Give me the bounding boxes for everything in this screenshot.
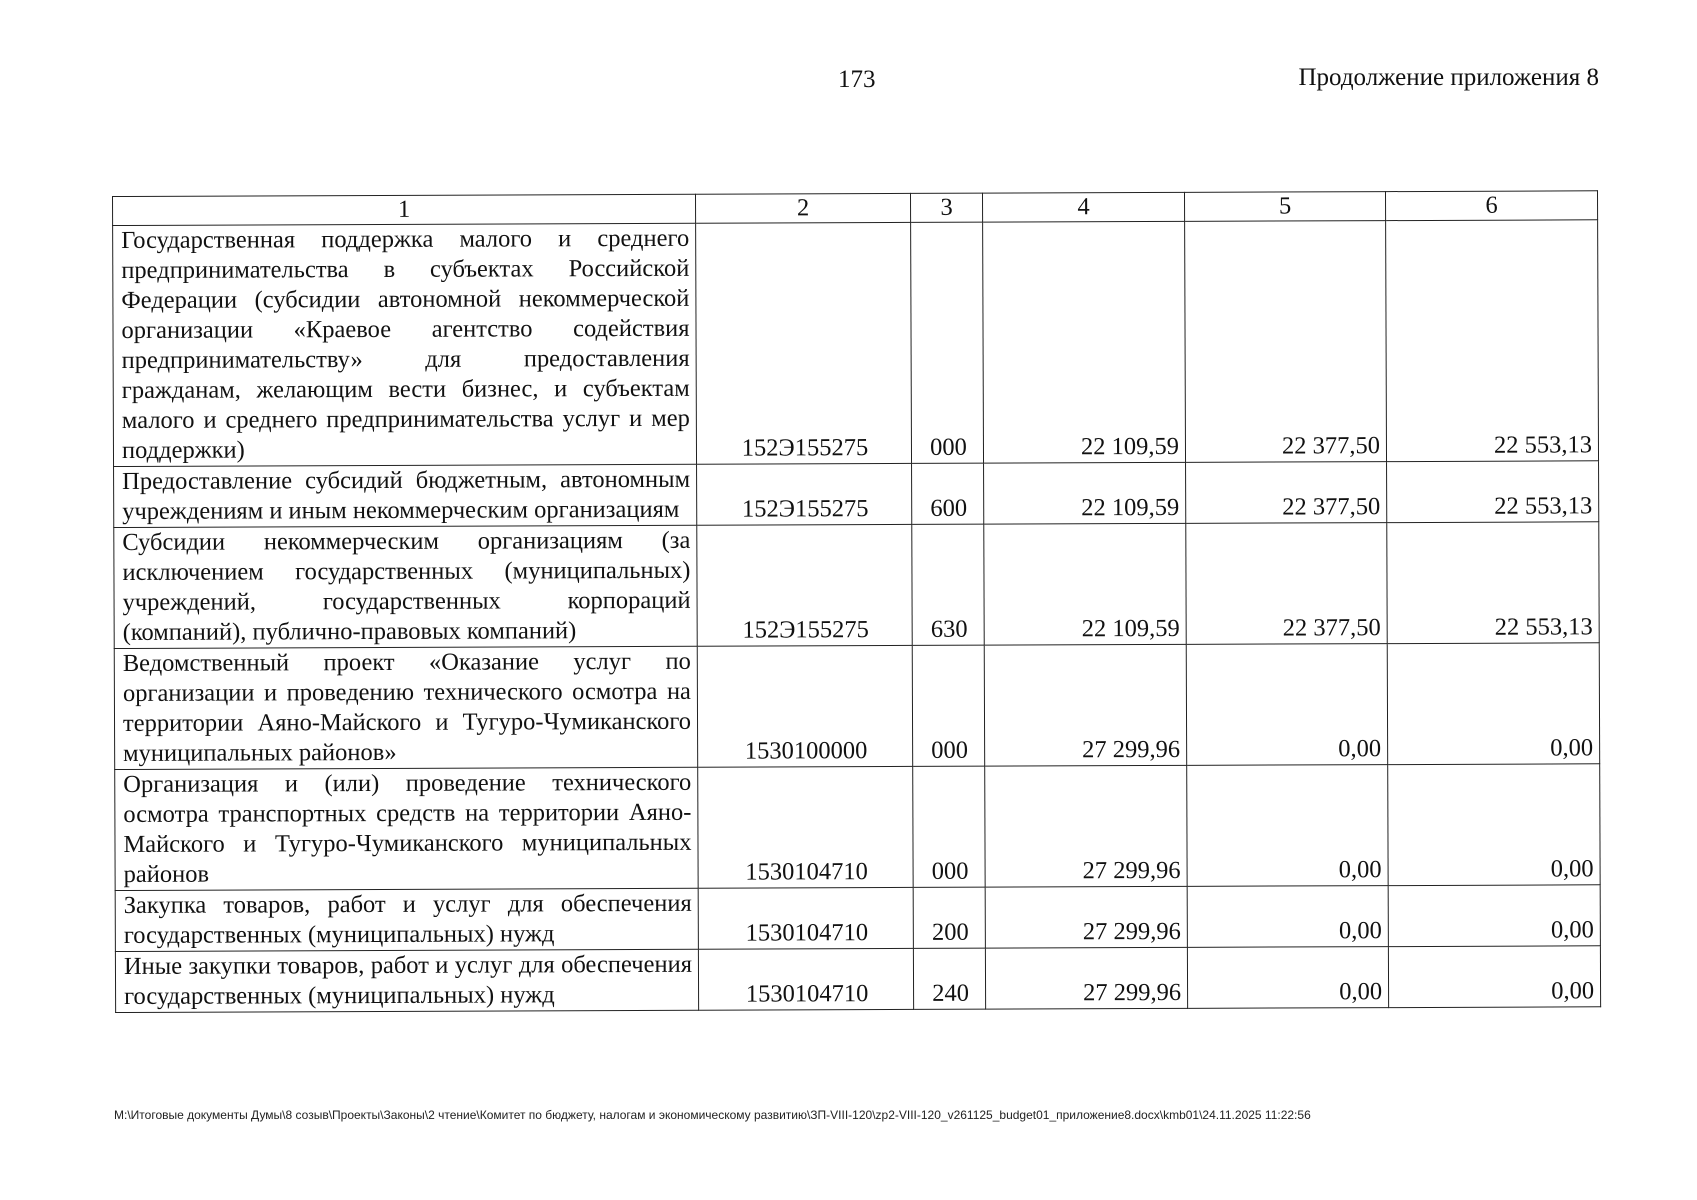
row-target-code: 152Э155275 (697, 463, 912, 525)
row-amount-1: 22 109,59 (984, 462, 1186, 524)
row-amount-2: 22 377,50 (1186, 462, 1387, 524)
row-amount-3: 0,00 (1388, 946, 1600, 1008)
row-amount-2: 0,00 (1187, 947, 1388, 1009)
row-amount-1: 22 109,59 (984, 523, 1186, 645)
appendix-continuation-label: Продолжение приложения 8 (1298, 64, 1599, 91)
row-expense-type: 630 (912, 524, 984, 645)
row-target-code: 152Э155275 (697, 524, 912, 646)
row-amount-1: 27 299,96 (985, 765, 1187, 887)
row-expense-type: 000 (912, 645, 984, 766)
row-amount-1: 22 109,59 (983, 221, 1186, 463)
column-header: 5 (1184, 192, 1385, 222)
row-target-code: 1530104710 (698, 766, 913, 888)
row-expense-type: 000 (913, 766, 985, 887)
document-file-path: M:\Итоговые документы Думы\8 созыв\Проекты\Законы\2 чтение\Комитет по бюджету, налогам и экономическому развитию\ЗП-VIII-120\zp2-VIII-120_v261125_budget01_приложение8.docx\kmb01\24.11.2025 11:22:56 (114, 1108, 1311, 1122)
row-name: Ведомственный проект «Оказание услуг по организации и проведению технического осмотра на территории Аяно-Майского и Тугуро-Чумиканского муниципальных районов» (114, 646, 697, 769)
row-amount-3: 0,00 (1387, 643, 1599, 765)
budget-table (112, 190, 1601, 1013)
row-amount-3: 0,00 (1388, 885, 1600, 947)
page-number: 173 (838, 66, 876, 93)
table-row (114, 461, 1599, 528)
row-target-code: 152Э155275 (696, 222, 912, 464)
row-expense-type: 240 (913, 948, 985, 1009)
row-expense-type: 000 (911, 222, 984, 463)
row-name: Закупка товаров, работ и услуг для обеспечения государственных (муниципальных) нужд (115, 888, 698, 951)
row-amount-1: 27 299,96 (984, 644, 1186, 766)
row-amount-2: 22 377,50 (1185, 221, 1387, 463)
row-target-code: 1530100000 (697, 645, 912, 767)
row-expense-type: 200 (913, 887, 985, 948)
row-amount-2: 0,00 (1186, 644, 1387, 766)
row-amount-3: 22 553,13 (1387, 461, 1599, 523)
table-row (115, 885, 1600, 952)
row-amount-2: 0,00 (1187, 886, 1388, 948)
table-row (115, 764, 1600, 891)
column-header: 2 (695, 193, 910, 223)
row-name: Иные закупки товаров, работ и услуг для обеспечения государственных (муниципальных) нужд (115, 949, 698, 1012)
row-amount-2: 22 377,50 (1186, 523, 1387, 645)
column-header: 3 (910, 193, 982, 222)
row-amount-3: 0,00 (1388, 764, 1600, 886)
column-header: 6 (1385, 191, 1597, 221)
row-target-code: 1530104710 (698, 948, 913, 1010)
table-row (115, 946, 1600, 1013)
row-target-code: 1530104710 (698, 887, 913, 949)
row-name: Государственная поддержка малого и среднего предпринимательства в субъектах Российской Федерации (субсидии автономной некоммерческой организации «Краевое агентство содействия предпринимательству» для предоставления гражданам, желающим вести бизнес, и субъектам малого и среднего предпринимательства услуг и мер поддержки) (113, 223, 697, 466)
table-row (114, 643, 1599, 770)
column-header: 4 (982, 192, 1184, 222)
table-row (113, 220, 1599, 467)
row-name: Организация и (или) проведение технического осмотра транспортных средств на территории Аяно-Майского и Тугуро-Чумиканского муниципальных районов (115, 767, 698, 890)
table-row (114, 522, 1599, 649)
row-amount-3: 22 553,13 (1386, 220, 1599, 462)
row-amount-2: 0,00 (1187, 765, 1388, 887)
column-header: 1 (113, 194, 696, 225)
row-amount-1: 27 299,96 (985, 947, 1187, 1009)
row-amount-1: 27 299,96 (985, 886, 1187, 948)
row-name: Предоставление субсидий бюджетным, автономным учреждениям и иным некоммерческим организациям (114, 464, 697, 527)
row-amount-3: 22 553,13 (1387, 522, 1599, 644)
row-name: Субсидии некоммерческим организациям (за исключением государственных (муниципальных) учреждений, государственных корпораций (компаний), публично-правовых компаний) (114, 525, 697, 648)
row-expense-type: 600 (912, 463, 984, 524)
